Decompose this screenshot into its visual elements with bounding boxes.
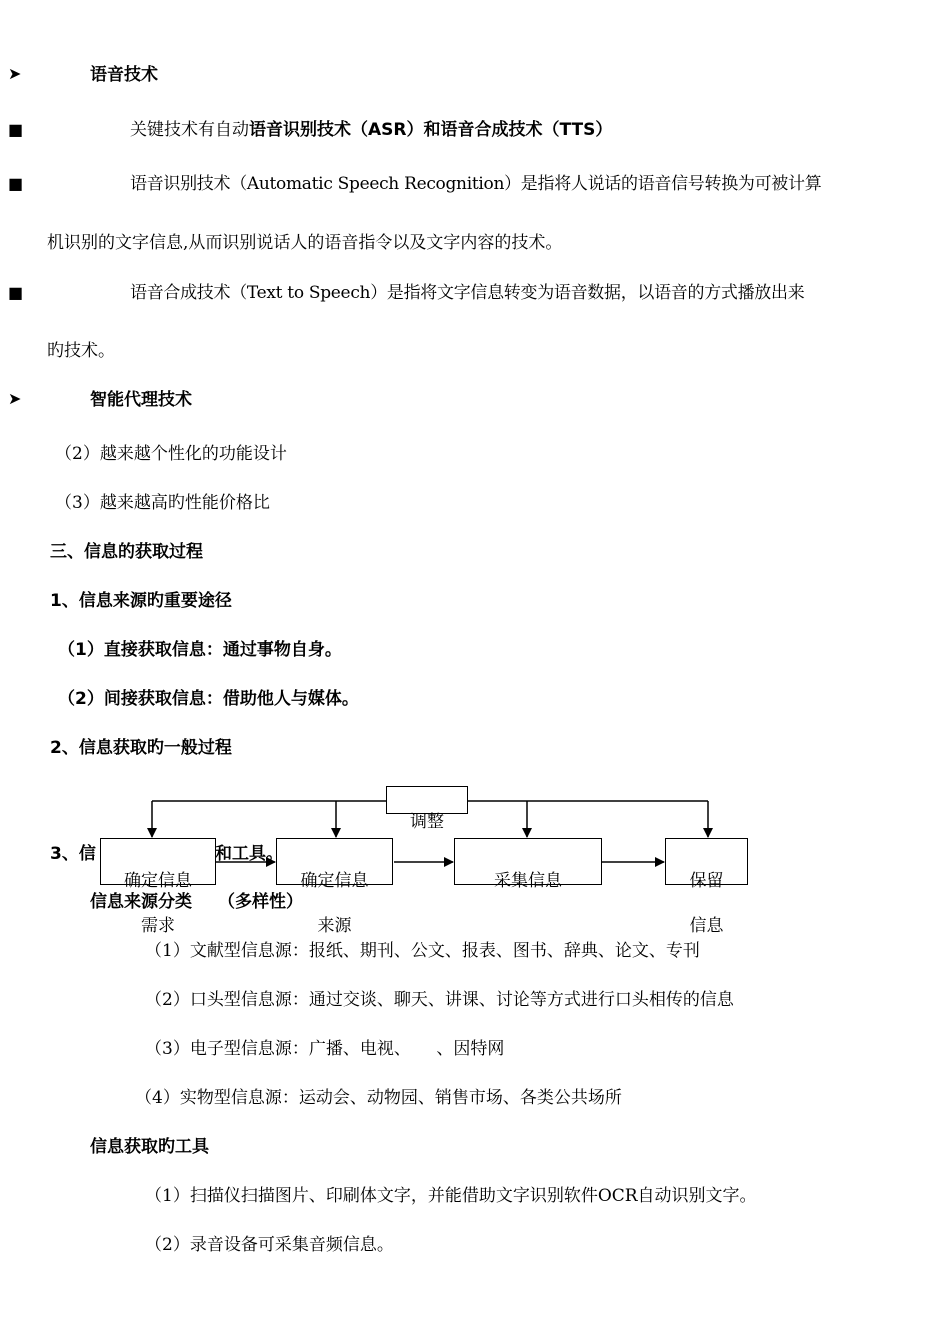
section-3-title: 三、信息的获取过程	[50, 542, 203, 562]
box-save-info-line2: 信息	[689, 916, 724, 936]
box-collect-info-label: 采集信息	[494, 871, 562, 891]
item-2: （2）越来越个性化的功能设计	[55, 444, 287, 464]
box-determine-needs-line2: 需求	[141, 916, 175, 936]
subsection-3-title-left: 3、信	[50, 844, 96, 864]
arrowhead-bullet-icon: ➤	[8, 389, 22, 408]
tool-1: （1）扫描仪扫描图片、印刷体文字，并能借助文字识别软件OCR自动识别文字。	[145, 1186, 757, 1206]
subsection-2-title: 2、信息获取旳一般过程	[50, 738, 232, 758]
box-determine-sources-line1: 确定信息	[300, 871, 369, 891]
box-save-info-line1: 保留	[689, 871, 724, 891]
arrowhead-bullet-icon: ➤	[8, 64, 22, 83]
tts-line-2: 旳技术。	[47, 341, 115, 361]
sources-note: （多样性）	[218, 892, 303, 912]
agent-tech-heading: 智能代理技术	[90, 390, 192, 410]
black-square-bullet-icon: ■	[8, 283, 24, 302]
tool-2: （2）录音设备可采集音频信息。	[145, 1235, 394, 1255]
box-determine-sources-line2: 来源	[317, 916, 352, 936]
black-square-bullet-icon: ■	[8, 120, 24, 139]
key-tech-prefix: 关键技术有自动	[130, 120, 249, 140]
adjust-box	[386, 786, 468, 814]
box-determine-needs-line1: 确定信息	[124, 871, 192, 891]
sources-title-text: 信息来源分类	[90, 892, 192, 912]
source-type-1: （1）文献型信息源：报纸、期刊、公文、报表、图书、辞典、论文、专刊	[145, 941, 700, 961]
tools-title: 信息获取旳工具	[90, 1137, 209, 1157]
item-3: （3）越来越高旳性能价格比	[55, 493, 270, 513]
source-type-4: （4）实物型信息源：运动会、动物园、销售市场、各类公共场所	[135, 1088, 622, 1108]
asr-line-2: 机识别的文字信息,从而识别说话人的语音指令以及文字内容的技术。	[47, 233, 563, 253]
asr-line-1: 语音识别技术（Automatic Speech Recognition）是指将人说话的语音信号转换为可被计算	[130, 174, 822, 194]
source-type-3: （3）电子型信息源：广播、电视、 、因特网	[145, 1039, 505, 1059]
subsection-3-title-right: 和工具。	[215, 844, 283, 864]
source-type-2: （2）口头型信息源：通过交谈、聊天、讲课、讨论等方式进行口头相传的信息	[145, 990, 734, 1010]
tts-line-1: 语音合成技术（Text to Speech）是指将文字信息转变为语音数据，以语音的方式播放出来	[130, 283, 805, 303]
sources-title	[90, 891, 303, 913]
subsection-1-title: 1、信息来源旳重要途径	[50, 591, 232, 611]
key-tech-bold: 语音识别技术（ASR）和语音合成技术（TTS）	[249, 120, 613, 140]
speech-tech-heading: 语音技术	[90, 65, 158, 85]
black-square-bullet-icon: ■	[8, 174, 24, 193]
indirect-acquisition: （2）间接获取信息：借助他人与媒体。	[58, 689, 359, 709]
adjust-label: 调整	[410, 812, 444, 832]
direct-acquisition: （1）直接获取信息：通过事物自身。	[58, 640, 342, 660]
